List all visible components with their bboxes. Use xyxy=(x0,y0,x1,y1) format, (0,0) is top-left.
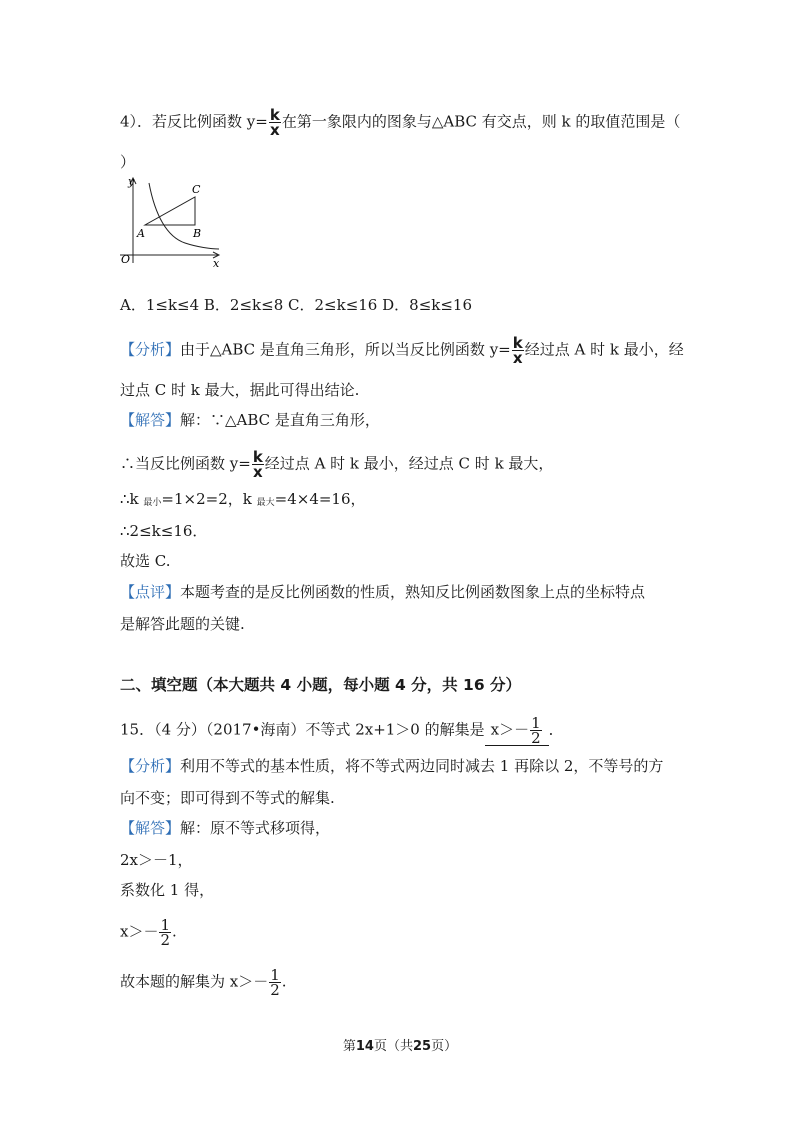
analysis-tag: 【分析】 xyxy=(120,340,181,359)
page-number: 14 xyxy=(355,1039,374,1054)
solution-text-a: ∴当反比例函数 y= xyxy=(120,454,251,473)
q4-figure xyxy=(115,175,225,270)
q15-prefix: 15．（4 分）（2017•海南）不等式 2x+1＞0 的解集是 xyxy=(120,720,485,739)
solution-line-3 xyxy=(120,489,366,513)
analysis-line-1 xyxy=(120,336,684,365)
solution-line-2 xyxy=(120,450,553,479)
solution15-line-1 xyxy=(120,818,330,838)
q4-fraction xyxy=(269,108,281,137)
label-y: y xyxy=(128,175,135,188)
solution15-text: 解：原不等式移项得， xyxy=(180,819,331,837)
solution-l3-c: =4×4=16， xyxy=(274,490,366,508)
fraction-denominator: x xyxy=(252,463,263,481)
q15-fraction xyxy=(530,716,542,745)
solution-line-1 xyxy=(120,410,380,430)
label-b: B xyxy=(193,227,202,240)
solution-l3-b: =1×2=2，k xyxy=(161,490,257,508)
solution15-l5-fraction xyxy=(269,968,281,997)
solution15-l4-end: . xyxy=(172,922,177,941)
q15-stem xyxy=(120,716,564,746)
solution15-l4-text: x＞－ xyxy=(120,922,159,941)
fraction-numerator: k xyxy=(269,106,280,124)
page-total: 25 xyxy=(413,1039,432,1054)
analysis15-line-2: 向不变；即可得到不等式的解集. xyxy=(120,789,335,807)
q15-answer: x＞－ xyxy=(490,720,530,739)
solution15-line-2: 2x＞－1， xyxy=(120,851,193,869)
solution-line-5: 故选 C. xyxy=(120,552,171,570)
fraction-denominator: 2 xyxy=(160,931,171,949)
solution-tag: 【解答】 xyxy=(120,411,181,429)
fraction-denominator: x xyxy=(512,349,523,367)
subscript-min: 最小 xyxy=(143,498,162,508)
analysis15-tag: 【分析】 xyxy=(120,757,181,775)
q15-suffix: ． xyxy=(548,720,564,739)
fraction-numerator: k xyxy=(252,448,263,466)
fraction-denominator: 2 xyxy=(531,729,541,747)
solution15-l4-fraction xyxy=(159,918,171,947)
comment-tag: 【点评】 xyxy=(120,583,181,601)
q4-stem-close: ） xyxy=(120,153,136,171)
analysis15-text: 利用不等式的基本性质，将不等式两边同时减去 1 再除以 2，不等号的方 xyxy=(180,757,664,775)
solution-text: 解：∵△ABC 是直角三角形， xyxy=(180,411,380,429)
fraction-numerator: k xyxy=(512,334,523,352)
subscript-max: 最大 xyxy=(256,498,275,508)
label-c: C xyxy=(192,183,201,196)
fraction-numerator: 1 xyxy=(160,916,171,934)
solution15-l5-end: . xyxy=(281,972,287,991)
label-x: x xyxy=(213,257,220,270)
fraction-denominator: 2 xyxy=(270,981,280,999)
solution15-tag: 【解答】 xyxy=(120,819,181,837)
comment-text: 本题考查的是反比例函数的性质，熟知反比例函数图象上点的坐标特点 xyxy=(180,583,646,601)
solution15-line-3: 系数化 1 得， xyxy=(120,881,215,899)
solution15-l5-text: 故本题的解集为 x＞－ xyxy=(120,972,269,991)
page-footer xyxy=(0,1035,800,1054)
analysis-line-2: 过点 C 时 k 最大，据此可得出结论. xyxy=(120,381,360,399)
q4-stem xyxy=(120,108,680,137)
comment-line-1 xyxy=(120,582,645,602)
analysis-fraction xyxy=(512,336,524,365)
analysis15-line-1 xyxy=(120,756,663,776)
q15-answer-blank xyxy=(485,716,549,746)
fraction-numerator: 1 xyxy=(270,966,280,984)
hyperbola-curve xyxy=(149,183,219,249)
footer-c: 页） xyxy=(431,1039,458,1054)
q4-prefix: 4）．若反比例函数 y= xyxy=(120,112,268,131)
footer-a: 第 xyxy=(342,1039,356,1054)
solution-line-4: ∴2≤k≤16． xyxy=(120,522,208,540)
section-heading: 二、填空题（本大题共 4 小题，每小题 4 分，共 16 分） xyxy=(120,676,522,694)
analysis-text-a: 由于△ABC 是直角三角形，所以当反比例函数 y= xyxy=(180,340,511,359)
triangle-abc xyxy=(145,197,195,225)
solution-l3-a: ∴k xyxy=(120,490,144,508)
footer-b: 页（共 xyxy=(373,1039,413,1054)
fraction-numerator: 1 xyxy=(531,714,541,732)
solution15-line-4 xyxy=(120,918,177,947)
solution15-line-5 xyxy=(120,968,287,997)
fraction-denominator: x xyxy=(270,121,280,139)
label-o: O xyxy=(121,253,131,266)
solution-fraction xyxy=(252,450,264,479)
analysis-text-b: 经过点 A 时 k 最小，经 xyxy=(524,340,684,359)
q4-options: A．1≤k≤4 B．2≤k≤8 C．2≤k≤16 D．8≤k≤16 xyxy=(120,296,473,314)
q4-suffix: 在第一象限内的图象与△ABC 有交点，则 k 的取值范围是（ xyxy=(281,112,681,131)
label-a: A xyxy=(137,227,145,240)
comment-line-2: 是解答此题的关键. xyxy=(120,615,245,633)
solution-text-b: 经过点 A 时 k 最小，经过点 C 时 k 最大， xyxy=(264,454,554,473)
